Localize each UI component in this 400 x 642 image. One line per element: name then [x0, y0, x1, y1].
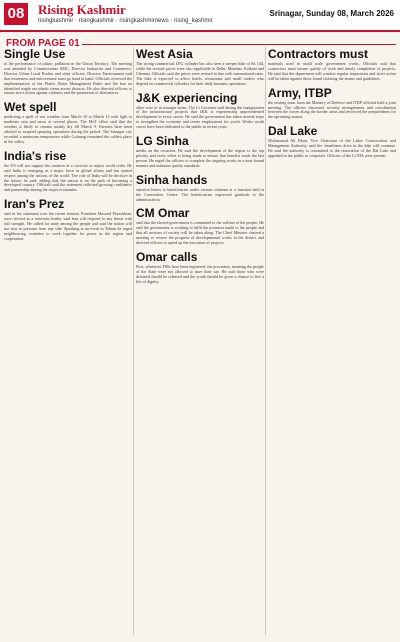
story-headline: Sinha hands	[136, 172, 208, 187]
story-body: the US will not support the creation of a coercive or unjust world order. He said India is emerging as a major force in global affairs and has earned respect among the nations of the world. The role of India will be decisive in the future, he said, adding that the nation is on the path of becoming a developed country. Officials said the statement reflected growing confidence and partnership among the major economies.	[4, 162, 132, 193]
story-headline: India's rise	[4, 148, 67, 163]
story-army-itbp	[268, 86, 396, 121]
story-headline: LG Sinha	[136, 134, 189, 149]
story-body: media on the occasion. He said the development of the region is the top priority and every effort is being made to ensure that benefits reach the last person. He urged the officers to complete the ongoing works in a time bound manner and maintain quality standards.	[136, 148, 264, 168]
story-single-use	[4, 47, 132, 96]
story-body: to the performance of plastic pollution in the Union Territory. The meeting was attended by Commissioner SMC, Director Industries and Commerce, Director Urban Local Bodies and other officers. Director Environment said that awareness and enforcement must go hand in hand. Officials reviewed the implementation of the Plastic Waste Management Rules and the ban on identified single use plastic items across districts. He also directed officers to ensure strict action against violators and the promotion of alternatives.	[4, 61, 132, 96]
story-headline: J&K experiencing	[136, 90, 238, 105]
story-omar-calls	[136, 250, 264, 285]
story-body: predicting a spell of wet weather from March 10 to March 12 with light to moderate rain and snow at several places. The MeT office said that the weather is likely to remain mainly dry till March 9. Farmers have been advised to suspend spraying operations during the period. The Srinagar city recorded a minimum temperature while Gulmarg remained the coldest place in the valley.	[4, 114, 132, 144]
story-body: Mohammad Ali Khan, Vice Chairman of the Lakes Conservation and Management Authority, said the cleanliness drive in the lake will continue. He said the authority is committed to the restoration of the Dal Lake and appealed to the public to cooperate. Officers of the LCMA were present.	[268, 138, 396, 158]
story-body: the visiting team from the Ministry of Defence and ITBP officials held a joint meeting. The officers discussed security arrangements and coordination between the forces along the border areas and reviewed the preparedness for the upcoming season.	[268, 99, 396, 120]
column-1	[4, 47, 132, 635]
story-wet-spell	[4, 100, 132, 144]
section-header	[4, 33, 396, 49]
twitter-handle[interactable]: risingkashmir	[78, 18, 115, 24]
column-divider	[133, 47, 134, 635]
story-body: other wise or in stronger terms. The Lt Governor said during the inauguration of the infrastructure projects that J&K is experiencing unprecedented development in every sector. He said the government has taken several steps to strengthen the economy and create employment for youth. Works worth crores have been dedicated to the public in recent years.	[136, 104, 264, 130]
story-headline: Single Use	[4, 47, 66, 61]
story-headline: Wet spell	[4, 100, 57, 115]
youtube-handle[interactable]: risingkashmirnews	[119, 18, 169, 24]
story-body: sanction letters to beneficiaries under various schemes at a function held at the Convention Centre. The beneficiaries expressed gratitude to the administration.	[136, 186, 264, 202]
instagram-handle[interactable]: rising_kashmir	[174, 18, 213, 24]
dateline: Srinagar, Sunday 08, March 2026	[269, 9, 394, 18]
story-body: First, whenever FIRs have been registered, the procedure, meaning the people of the State were not allowed to have their say. He said those who were detained should be released and the youth should be given a chance to live a life of dignity.	[136, 263, 264, 284]
story-irans-prez	[4, 197, 132, 241]
story-contractors-must	[268, 47, 396, 82]
story-headline: CM Omar	[136, 206, 190, 221]
story-body: said in his statement over the recent tension. President Masoud Pezeshkian, once viewed as a reformist leader, said Iran will respond to any threat with full strength. He called for unity among the people and said the nation will not bow to pressure from any side. Speaking at an event in Tehran he urged neighbouring countries to work together for peace in the region and cooperation.	[4, 211, 132, 241]
story-dal-lake	[268, 124, 396, 159]
social-handles: risingkashmir · risingkashmir · risingkashmirnews · rising_kashmir	[38, 18, 213, 24]
section-title: FROM PAGE 01	[6, 38, 80, 49]
masthead	[0, 0, 400, 32]
story-cm-omar	[136, 206, 264, 246]
story-west-asia	[136, 47, 264, 87]
story-body: materials used in small scale government works. Officials said that contractors must ensure quality of work and timely completion of projects. He said that the department will conduct regular inspections and strict action will be taken against those found violating the norms and guidelines.	[268, 61, 396, 81]
story-headline: Army, ITBP	[268, 85, 332, 100]
story-lg-sinha	[136, 134, 264, 169]
story-sinha-hands	[136, 173, 264, 203]
column-3	[268, 47, 396, 635]
masthead-brand: Rising Kashmir	[38, 2, 126, 17]
page-number: 08	[4, 3, 28, 25]
story-headline: West Asia	[136, 47, 193, 61]
story-headline: Omar calls	[136, 249, 198, 264]
story-jk-experiencing	[136, 91, 264, 131]
column-divider	[265, 47, 266, 635]
story-headline: Contractors must	[268, 47, 369, 61]
story-indias-rise	[4, 149, 132, 193]
column-2	[136, 47, 264, 635]
story-headline: Dal Lake	[268, 124, 318, 139]
story-headline: Iran's Prez	[4, 197, 65, 212]
facebook-handle[interactable]: risingkashmir	[38, 18, 74, 24]
story-body: said that the elected government is committed to the welfare of the people. He said the government is working to fulfil the promises made to the people and that all sections of society will be taken along. The Chief Minister chaired a meeting to review the progress of developmental works in the district and directed officers to speed up the execution of projects.	[136, 220, 264, 246]
story-body: The strong commercial LPG cylinder has also seen a steeper hike of Rs 144, while the revised prices were also applicable in Delhi, Mumbai, Kolkata and Chennai. Officials said the prices were revised in line with international rates. The hike is expected to affect hotels, restaurants and small traders who depend on commercial cylinders for their daily business operations.	[136, 61, 264, 86]
